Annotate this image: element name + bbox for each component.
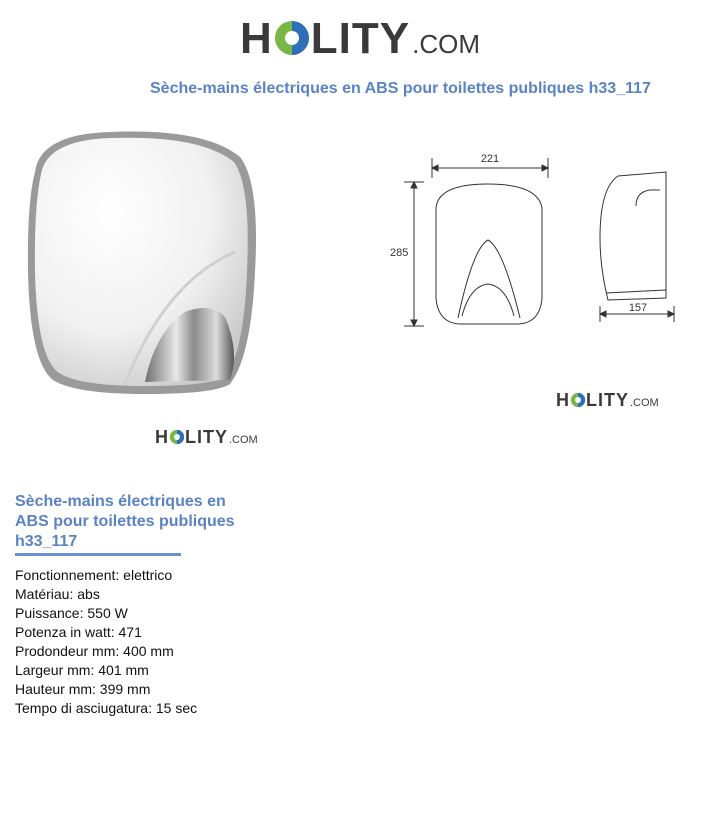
spec-list <box>15 566 197 718</box>
holity-logo-photo <box>155 427 258 448</box>
logo-o-icon <box>169 429 185 448</box>
depth-dimension-label: 157 <box>628 302 648 314</box>
product-photo <box>15 122 270 407</box>
holity-logo <box>240 14 480 64</box>
width-dimension-label: 221 <box>480 153 500 165</box>
logo-text-h: H <box>556 390 570 410</box>
logo-o-icon <box>570 392 586 411</box>
spec-item: Prodondeur mm: 400 mm <box>15 643 174 659</box>
holity-logo-drawing <box>556 390 659 411</box>
logo-o-icon <box>273 19 311 58</box>
spec-item: Potenza in watt: 471 <box>15 624 142 640</box>
spec-item: Puissance: 550 W <box>15 605 128 621</box>
page-title: Sèche-mains électriques en ABS pour toilettes publiques h33_117 <box>150 80 651 97</box>
logo-suffix: .COM <box>630 397 659 409</box>
height-dimension-label: 285 <box>390 247 409 259</box>
product-heading: Sèche-mains électriques en ABS pour toilettes publiques h33_117 <box>15 493 235 550</box>
logo-text-h: H <box>155 427 169 447</box>
spec-item: Tempo di asciugatura: 15 sec <box>15 700 198 716</box>
technical-drawing <box>388 148 688 338</box>
spec-item: Matériau: abs <box>15 586 100 602</box>
logo-text-lity: LITY <box>310 14 411 63</box>
spec-item: Fonctionnement: elettrico <box>15 567 173 583</box>
logo-suffix: .COM <box>412 29 480 59</box>
logo-text-lity: LITY <box>586 390 629 410</box>
logo-suffix: .COM <box>229 434 258 446</box>
logo-text-h: H <box>240 14 273 63</box>
heading-divider <box>15 553 181 556</box>
spec-item: Largeur mm: 401 mm <box>15 662 149 678</box>
logo-text-lity: LITY <box>185 427 228 447</box>
spec-item: Hauteur mm: 399 mm <box>15 681 151 697</box>
